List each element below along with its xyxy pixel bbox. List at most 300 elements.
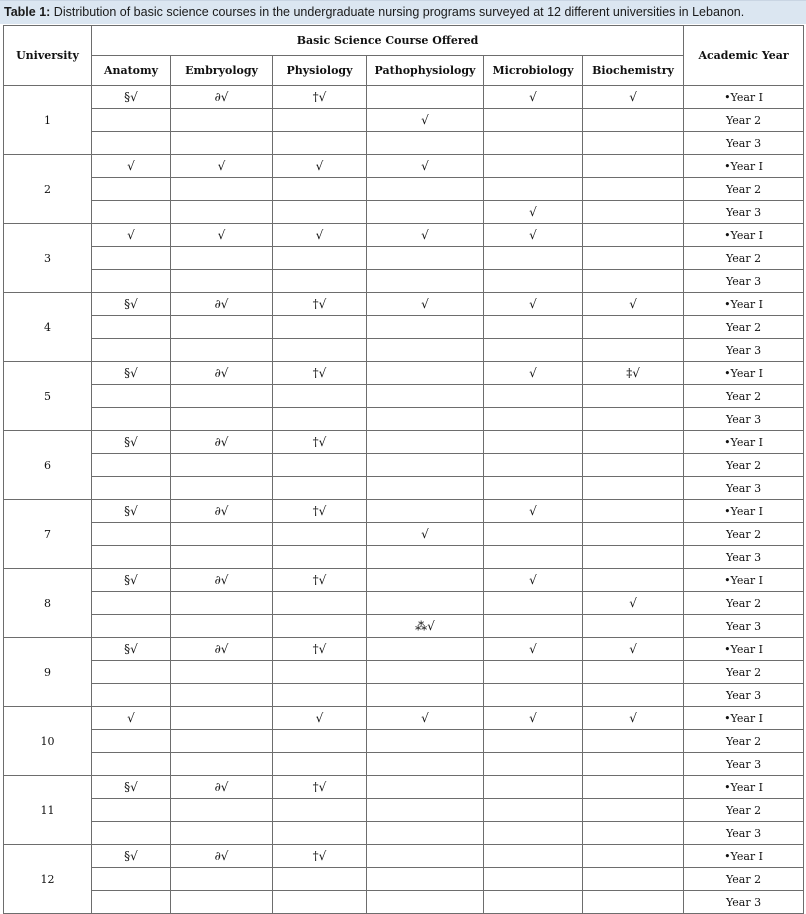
course-mark-cell — [484, 776, 583, 799]
table-row — [4, 868, 804, 891]
course-mark-cell: §√ — [92, 638, 171, 661]
course-mark-cell — [484, 546, 583, 569]
course-mark-cell — [171, 178, 273, 201]
course-mark-cell — [367, 408, 484, 431]
header-academic-year: Academic Year — [684, 26, 804, 86]
university-number: 6 — [4, 431, 92, 500]
course-mark-cell — [273, 247, 367, 270]
course-mark-cell — [583, 431, 684, 454]
course-mark-cell — [273, 523, 367, 546]
course-mark-cell: √ — [583, 638, 684, 661]
table-row — [4, 270, 804, 293]
table-row — [4, 454, 804, 477]
course-mark-cell — [367, 178, 484, 201]
course-mark-cell — [367, 247, 484, 270]
course-mark-cell — [367, 684, 484, 707]
course-mark-cell: √ — [484, 201, 583, 224]
course-mark-cell: √ — [273, 224, 367, 247]
table-row — [4, 845, 804, 868]
course-mark-cell — [583, 730, 684, 753]
header-university: University — [4, 26, 92, 86]
course-mark-cell — [484, 753, 583, 776]
course-mark-cell — [367, 891, 484, 914]
course-mark-cell — [583, 224, 684, 247]
course-mark-cell: †√ — [273, 86, 367, 109]
course-mark-cell: √ — [273, 707, 367, 730]
course-mark-cell — [171, 684, 273, 707]
academic-year-cell: Year 3 — [684, 408, 804, 431]
course-mark-cell — [171, 523, 273, 546]
course-mark-cell: √ — [583, 86, 684, 109]
academic-year-cell: Year 2 — [684, 730, 804, 753]
academic-year-cell: Year 2 — [684, 868, 804, 891]
course-mark-cell — [171, 247, 273, 270]
course-mark-cell — [171, 270, 273, 293]
table-row — [4, 523, 804, 546]
university-number: 9 — [4, 638, 92, 707]
course-mark-cell — [92, 661, 171, 684]
course-mark-cell — [367, 132, 484, 155]
academic-year-cell: •Year I — [684, 86, 804, 109]
table-row — [4, 500, 804, 523]
academic-year-cell: Year 2 — [684, 109, 804, 132]
table-row — [4, 615, 804, 638]
course-mark-cell — [583, 477, 684, 500]
table-row — [4, 730, 804, 753]
table-body — [4, 86, 804, 914]
academic-year-cell: •Year I — [684, 500, 804, 523]
course-mark-cell: ∂√ — [171, 638, 273, 661]
course-mark-cell: †√ — [273, 569, 367, 592]
course-mark-cell — [92, 546, 171, 569]
table-caption-label: Table 1: — [4, 5, 51, 19]
course-mark-cell — [583, 500, 684, 523]
course-mark-cell: †√ — [273, 362, 367, 385]
table-row — [4, 86, 804, 109]
table-row — [4, 776, 804, 799]
course-mark-cell — [583, 155, 684, 178]
course-distribution-table — [3, 25, 804, 914]
course-mark-cell — [367, 730, 484, 753]
course-mark-cell — [92, 339, 171, 362]
course-mark-cell — [367, 799, 484, 822]
table-row — [4, 293, 804, 316]
course-mark-cell — [583, 247, 684, 270]
course-mark-cell — [171, 891, 273, 914]
course-mark-cell: §√ — [92, 362, 171, 385]
table-row — [4, 477, 804, 500]
course-mark-cell: √ — [367, 155, 484, 178]
course-mark-cell — [273, 201, 367, 224]
course-mark-cell: †√ — [273, 293, 367, 316]
academic-year-cell: Year 3 — [684, 339, 804, 362]
course-mark-cell — [484, 270, 583, 293]
table-row — [4, 799, 804, 822]
course-mark-cell — [583, 891, 684, 914]
course-mark-cell — [367, 822, 484, 845]
course-mark-cell — [273, 339, 367, 362]
course-mark-cell — [583, 684, 684, 707]
university-number: 4 — [4, 293, 92, 362]
course-mark-cell — [273, 615, 367, 638]
course-mark-cell — [171, 661, 273, 684]
course-mark-cell — [367, 845, 484, 868]
course-mark-cell: √ — [367, 523, 484, 546]
course-mark-cell — [92, 523, 171, 546]
course-mark-cell — [484, 178, 583, 201]
course-mark-cell — [92, 615, 171, 638]
course-mark-cell — [484, 615, 583, 638]
course-mark-cell — [484, 385, 583, 408]
course-mark-cell — [171, 822, 273, 845]
academic-year-cell: •Year I — [684, 845, 804, 868]
table-caption — [0, 0, 806, 24]
course-mark-cell — [583, 316, 684, 339]
course-mark-cell — [367, 638, 484, 661]
course-mark-cell — [92, 868, 171, 891]
course-mark-cell — [171, 109, 273, 132]
course-mark-cell — [367, 270, 484, 293]
course-mark-cell: √ — [484, 293, 583, 316]
course-mark-cell — [367, 201, 484, 224]
academic-year-cell: Year 2 — [684, 316, 804, 339]
academic-year-cell: •Year I — [684, 707, 804, 730]
course-mark-cell — [92, 799, 171, 822]
course-mark-cell: √ — [367, 224, 484, 247]
table-caption-text: Distribution of basic science courses in the undergraduate nursing programs surveyed at 12 different universities in Lebanon. — [50, 5, 745, 19]
course-mark-cell — [367, 86, 484, 109]
course-mark-cell — [367, 454, 484, 477]
academic-year-cell: Year 3 — [684, 684, 804, 707]
course-mark-cell — [583, 615, 684, 638]
course-mark-cell — [273, 799, 367, 822]
course-mark-cell — [583, 661, 684, 684]
course-mark-cell — [273, 454, 367, 477]
course-mark-cell — [92, 454, 171, 477]
course-mark-cell — [92, 178, 171, 201]
academic-year-cell: Year 3 — [684, 270, 804, 293]
table-row — [4, 707, 804, 730]
table-row — [4, 247, 804, 270]
course-mark-cell — [171, 753, 273, 776]
course-mark-cell: ∂√ — [171, 845, 273, 868]
course-mark-cell — [273, 109, 367, 132]
course-mark-cell — [273, 822, 367, 845]
course-mark-cell — [171, 546, 273, 569]
course-mark-cell — [583, 868, 684, 891]
course-mark-cell: §√ — [92, 86, 171, 109]
course-mark-cell — [367, 753, 484, 776]
course-mark-cell — [92, 730, 171, 753]
header-physiology: Physiology — [273, 56, 367, 86]
university-number: 10 — [4, 707, 92, 776]
course-mark-cell: √ — [171, 155, 273, 178]
course-mark-cell — [92, 822, 171, 845]
course-mark-cell — [583, 776, 684, 799]
course-mark-cell — [484, 661, 583, 684]
course-mark-cell — [273, 408, 367, 431]
course-mark-cell: √ — [484, 500, 583, 523]
table-row — [4, 132, 804, 155]
university-number: 1 — [4, 86, 92, 155]
course-mark-cell — [484, 891, 583, 914]
course-mark-cell — [484, 132, 583, 155]
course-mark-cell — [484, 339, 583, 362]
course-mark-cell: §√ — [92, 569, 171, 592]
table-row — [4, 592, 804, 615]
course-mark-cell — [171, 615, 273, 638]
course-mark-cell — [484, 109, 583, 132]
table-row — [4, 569, 804, 592]
course-mark-cell — [273, 385, 367, 408]
course-mark-cell — [273, 592, 367, 615]
academic-year-cell: Year 3 — [684, 891, 804, 914]
course-mark-cell: †√ — [273, 500, 367, 523]
course-mark-cell: √ — [484, 224, 583, 247]
course-mark-cell: §√ — [92, 845, 171, 868]
course-mark-cell: §√ — [92, 431, 171, 454]
course-mark-cell — [583, 270, 684, 293]
course-mark-cell — [484, 592, 583, 615]
course-mark-cell: √ — [273, 155, 367, 178]
course-mark-cell — [171, 339, 273, 362]
course-mark-cell: ∂√ — [171, 362, 273, 385]
table-row — [4, 546, 804, 569]
course-mark-cell — [171, 316, 273, 339]
academic-year-cell: •Year I — [684, 638, 804, 661]
academic-year-cell: •Year I — [684, 431, 804, 454]
course-mark-cell — [92, 247, 171, 270]
course-mark-cell: √ — [92, 155, 171, 178]
course-mark-cell — [367, 546, 484, 569]
course-mark-cell — [273, 270, 367, 293]
table-row — [4, 822, 804, 845]
course-mark-cell — [171, 201, 273, 224]
course-mark-cell: √ — [367, 293, 484, 316]
table-row — [4, 431, 804, 454]
course-mark-cell: √ — [583, 293, 684, 316]
academic-year-cell: Year 2 — [684, 454, 804, 477]
course-mark-cell: √ — [367, 707, 484, 730]
course-mark-cell — [583, 132, 684, 155]
course-mark-cell — [367, 569, 484, 592]
course-mark-cell — [484, 316, 583, 339]
table-row — [4, 178, 804, 201]
course-mark-cell — [484, 684, 583, 707]
course-mark-cell: ∂√ — [171, 500, 273, 523]
course-mark-cell — [484, 477, 583, 500]
course-mark-cell — [484, 730, 583, 753]
header-microbiology: Microbiology — [484, 56, 583, 86]
course-mark-cell: √ — [92, 707, 171, 730]
course-mark-cell: §√ — [92, 776, 171, 799]
course-mark-cell — [484, 868, 583, 891]
academic-year-cell: •Year I — [684, 776, 804, 799]
course-mark-cell — [583, 845, 684, 868]
table-row — [4, 638, 804, 661]
table-row — [4, 684, 804, 707]
course-mark-cell — [583, 799, 684, 822]
course-mark-cell — [583, 753, 684, 776]
course-mark-cell — [367, 868, 484, 891]
course-mark-cell — [583, 822, 684, 845]
table-row — [4, 753, 804, 776]
course-mark-cell — [171, 408, 273, 431]
header-biochemistry: Biochemistry — [583, 56, 684, 86]
course-mark-cell — [367, 385, 484, 408]
academic-year-cell: Year 3 — [684, 477, 804, 500]
course-mark-cell — [583, 201, 684, 224]
course-mark-cell: ∂√ — [171, 569, 273, 592]
course-mark-cell — [367, 500, 484, 523]
course-mark-cell — [92, 385, 171, 408]
course-mark-cell — [92, 201, 171, 224]
academic-year-cell: •Year I — [684, 155, 804, 178]
course-mark-cell: ‡√ — [583, 362, 684, 385]
academic-year-cell: Year 3 — [684, 753, 804, 776]
course-mark-cell: †√ — [273, 776, 367, 799]
course-mark-cell — [273, 316, 367, 339]
course-mark-cell — [484, 431, 583, 454]
course-mark-cell: †√ — [273, 845, 367, 868]
course-mark-cell — [273, 868, 367, 891]
header-anatomy: Anatomy — [92, 56, 171, 86]
course-mark-cell — [367, 776, 484, 799]
course-mark-cell: ∂√ — [171, 776, 273, 799]
academic-year-cell: Year 2 — [684, 385, 804, 408]
table-row — [4, 316, 804, 339]
academic-year-cell: Year 3 — [684, 822, 804, 845]
academic-year-cell: •Year I — [684, 293, 804, 316]
course-mark-cell: ∂√ — [171, 293, 273, 316]
academic-year-cell: Year 2 — [684, 592, 804, 615]
course-mark-cell — [273, 546, 367, 569]
course-mark-cell — [583, 454, 684, 477]
course-mark-cell — [273, 132, 367, 155]
course-mark-cell — [92, 109, 171, 132]
table-row — [4, 224, 804, 247]
course-mark-cell — [484, 822, 583, 845]
university-number: 8 — [4, 569, 92, 638]
university-number: 7 — [4, 500, 92, 569]
table-row — [4, 201, 804, 224]
academic-year-cell: •Year I — [684, 362, 804, 385]
header-embryology: Embryology — [171, 56, 273, 86]
course-mark-cell — [92, 684, 171, 707]
course-mark-cell — [273, 684, 367, 707]
course-mark-cell — [92, 316, 171, 339]
course-mark-cell — [171, 385, 273, 408]
course-mark-cell — [171, 799, 273, 822]
course-mark-cell — [92, 753, 171, 776]
course-mark-cell — [273, 661, 367, 684]
table-row — [4, 661, 804, 684]
table-row — [4, 339, 804, 362]
course-mark-cell — [583, 385, 684, 408]
university-number: 5 — [4, 362, 92, 431]
course-mark-cell — [367, 592, 484, 615]
course-mark-cell: √ — [484, 86, 583, 109]
academic-year-cell: •Year I — [684, 224, 804, 247]
course-mark-cell — [484, 523, 583, 546]
course-mark-cell — [583, 408, 684, 431]
course-mark-cell — [583, 546, 684, 569]
course-mark-cell — [171, 132, 273, 155]
table-row — [4, 155, 804, 178]
university-number: 2 — [4, 155, 92, 224]
academic-year-cell: Year 2 — [684, 523, 804, 546]
course-mark-cell — [484, 155, 583, 178]
university-number: 3 — [4, 224, 92, 293]
course-mark-cell — [92, 270, 171, 293]
course-mark-cell: †√ — [273, 638, 367, 661]
course-mark-cell — [367, 316, 484, 339]
course-mark-cell — [583, 339, 684, 362]
course-mark-cell: †√ — [273, 431, 367, 454]
course-mark-cell: §√ — [92, 500, 171, 523]
course-mark-cell — [583, 523, 684, 546]
course-mark-cell — [273, 477, 367, 500]
course-mark-cell — [171, 454, 273, 477]
university-number: 11 — [4, 776, 92, 845]
table-row — [4, 408, 804, 431]
academic-year-cell: Year 2 — [684, 799, 804, 822]
table-row — [4, 385, 804, 408]
course-mark-cell — [92, 592, 171, 615]
course-mark-cell: ⁂√ — [367, 615, 484, 638]
course-mark-cell — [171, 592, 273, 615]
course-mark-cell — [92, 891, 171, 914]
course-mark-cell: √ — [367, 109, 484, 132]
course-mark-cell — [92, 477, 171, 500]
academic-year-cell: Year 3 — [684, 546, 804, 569]
academic-year-cell: Year 2 — [684, 247, 804, 270]
table-row — [4, 362, 804, 385]
course-mark-cell — [367, 477, 484, 500]
course-mark-cell: ∂√ — [171, 431, 273, 454]
university-number: 12 — [4, 845, 92, 914]
course-mark-cell: √ — [484, 569, 583, 592]
course-mark-cell — [484, 247, 583, 270]
course-mark-cell — [484, 799, 583, 822]
course-mark-cell — [273, 753, 367, 776]
header-course-group: Basic Science Course Offered — [92, 26, 684, 56]
academic-year-cell: Year 3 — [684, 615, 804, 638]
academic-year-cell: Year 2 — [684, 661, 804, 684]
course-mark-cell: √ — [484, 638, 583, 661]
course-mark-cell — [273, 891, 367, 914]
course-mark-cell: §√ — [92, 293, 171, 316]
course-mark-cell: √ — [484, 707, 583, 730]
table-row — [4, 891, 804, 914]
course-mark-cell — [583, 569, 684, 592]
course-mark-cell — [583, 109, 684, 132]
course-mark-cell — [367, 431, 484, 454]
course-mark-cell: √ — [484, 362, 583, 385]
course-mark-cell — [171, 730, 273, 753]
academic-year-cell: Year 2 — [684, 178, 804, 201]
academic-year-cell: Year 3 — [684, 201, 804, 224]
course-mark-cell: √ — [92, 224, 171, 247]
course-mark-cell — [484, 408, 583, 431]
course-mark-cell — [583, 178, 684, 201]
academic-year-cell: Year 3 — [684, 132, 804, 155]
course-mark-cell — [367, 339, 484, 362]
course-mark-cell — [367, 362, 484, 385]
academic-year-cell: •Year I — [684, 569, 804, 592]
course-mark-cell — [92, 408, 171, 431]
course-mark-cell: ∂√ — [171, 86, 273, 109]
